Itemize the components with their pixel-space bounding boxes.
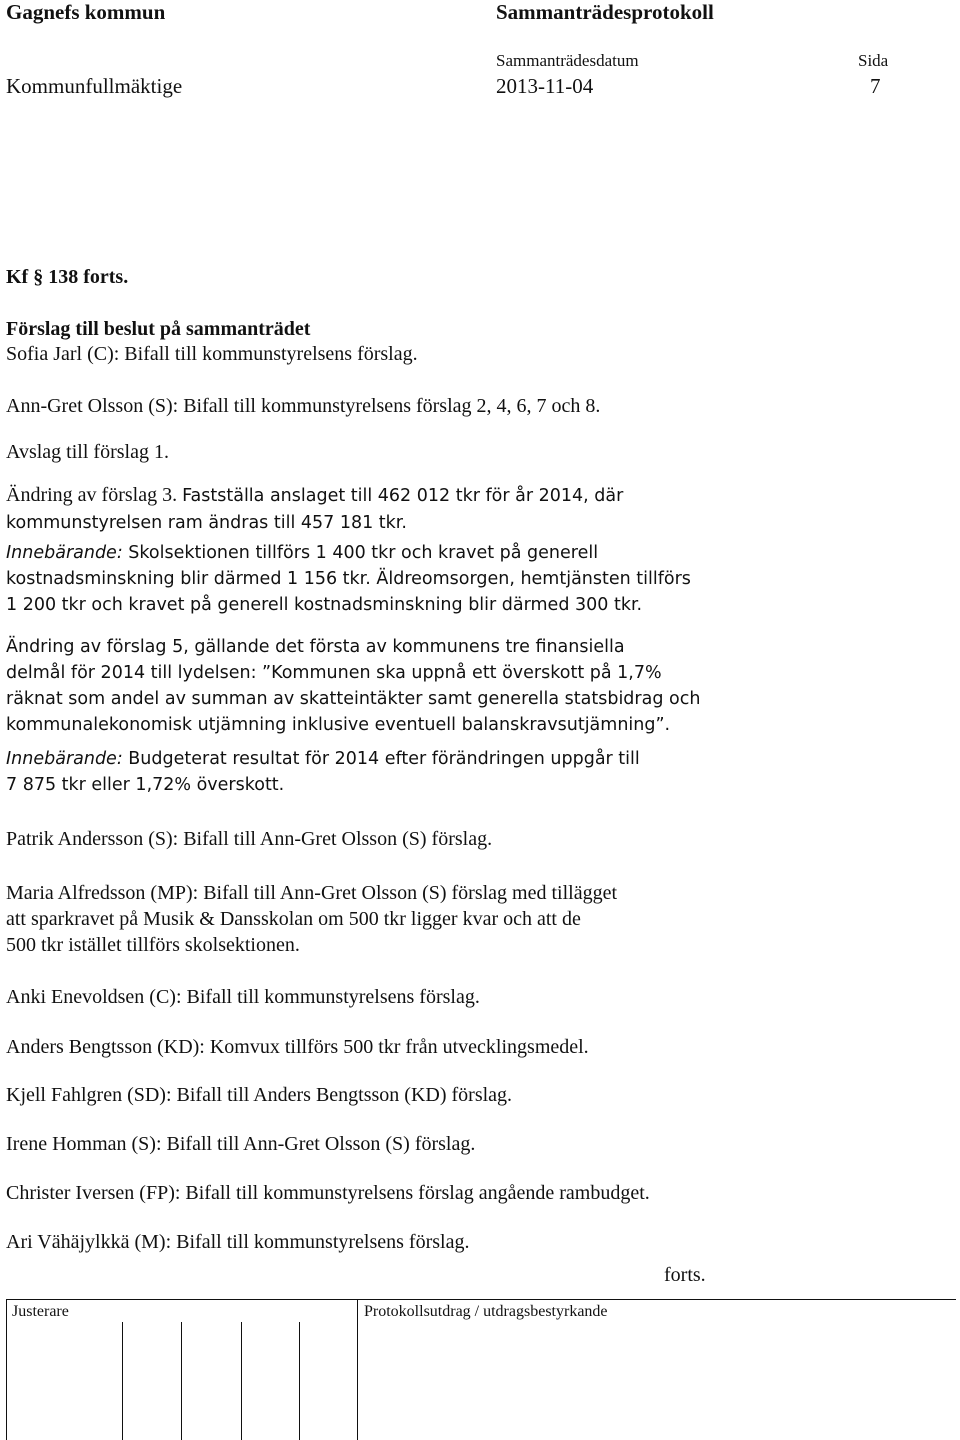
meeting-date: 2013-11-04 bbox=[496, 74, 594, 98]
amendment-3-heading: Ändring av förslag 3. bbox=[6, 484, 183, 506]
signature-box-divider bbox=[299, 1322, 300, 1440]
implication-line2: kostnadsminskning blir därmed 1 156 tkr. Äldreomsorgen, hemtjänsten tillförs bbox=[6, 569, 691, 589]
proposal-alfredsson bbox=[6, 880, 617, 958]
proposal-andersson: Patrik Andersson (S): Bifall till Ann-Gret Olsson (S) förslag. bbox=[6, 828, 493, 850]
footer-divider bbox=[6, 1299, 956, 1300]
proposal-jarl: Sofia Jarl (C): Bifall till kommunstyrelsens förslag. bbox=[6, 343, 418, 365]
amendment-3-text-line2: kommunstyrelsen ram ändras till 457 181 tkr. bbox=[6, 513, 407, 533]
footer-justerare-label: Justerare bbox=[12, 1303, 69, 1320]
amendment-5 bbox=[6, 634, 700, 738]
implication-line3: 1 200 tkr och kravet på generell kostnadsminskning blir därmed 300 tkr. bbox=[6, 595, 643, 615]
proposal-homman: Irene Homman (S): Bifall till Ann-Gret Olsson (S) förslag. bbox=[6, 1133, 476, 1155]
amendment-3-implication bbox=[6, 540, 691, 618]
signature-box-divider bbox=[122, 1322, 123, 1440]
section-title: Kf § 138 forts. bbox=[6, 266, 129, 288]
proposal-alfredsson-line2: att sparkravet på Musik & Dansskolan om 500 tkr ligger kvar och att de bbox=[6, 908, 581, 930]
page-label: Sida bbox=[858, 51, 889, 70]
section-subtitle: Förslag till beslut på sammanträdet bbox=[6, 318, 311, 340]
proposal-vahajylkka: Ari Vähäjylkkä (M): Bifall till kommunstyrelsens förslag. bbox=[6, 1231, 470, 1253]
municipality-name: Gagnefs kommun bbox=[6, 0, 166, 24]
page-number: 7 bbox=[870, 74, 881, 98]
signature-box-divider bbox=[241, 1322, 242, 1440]
proposal-iversen: Christer Iversen (FP): Bifall till kommunstyrelsens förslag angående rambudget. bbox=[6, 1182, 650, 1204]
amendment-3-text: Fastställa anslaget till 462 012 tkr för år 2014, där bbox=[182, 486, 624, 506]
amendment-5-implication bbox=[6, 746, 640, 798]
amendment-5-line2: delmål för 2014 till lydelsen: ”Kommunen ska uppnå ett överskott på 1,7% bbox=[6, 663, 662, 683]
proposal-alfredsson-line3: 500 tkr istället tillförs skolsektionen. bbox=[6, 934, 300, 956]
footer-extract-label: Protokollsutdrag / utdragsbestyrkande bbox=[364, 1303, 608, 1320]
proposal-alfredsson-line1: Maria Alfredsson (MP): Bifall till Ann-Gret Olsson (S) förslag med tillägget bbox=[6, 882, 618, 904]
continued-note: forts. bbox=[664, 1264, 706, 1286]
signature-box-divider bbox=[357, 1300, 358, 1440]
implication-label: Innebärande: bbox=[6, 749, 123, 769]
amendment-5-line1: Ändring av förslag 5, gällande det första av kommunens tre finansiella bbox=[6, 637, 625, 657]
implication-line2: 7 875 tkr eller 1,72% överskott. bbox=[6, 775, 285, 795]
council-name: Kommunfullmäktige bbox=[6, 74, 183, 98]
proposal-olsson-reject: Avslag till förslag 1. bbox=[6, 441, 169, 463]
signature-box-edge bbox=[6, 1300, 7, 1440]
meeting-date-label: Sammanträdesdatum bbox=[496, 51, 639, 70]
signature-box-divider bbox=[181, 1322, 182, 1440]
proposal-fahlgren: Kjell Fahlgren (SD): Bifall till Anders Bengtsson (KD) förslag. bbox=[6, 1084, 513, 1106]
amendment-3 bbox=[6, 482, 623, 536]
amendment-5-line3: räknat som andel av summan av skatteintäkter samt generella statsbidrag och bbox=[6, 689, 701, 709]
implication-label: Innebärande: bbox=[6, 543, 123, 563]
document-type: Sammanträdesprotokoll bbox=[496, 0, 714, 24]
implication-line1: Budgeterat resultat för 2014 efter förändringen uppgår till bbox=[122, 749, 640, 769]
amendment-5-line4: kommunalekonomisk utjämning inklusive eventuell balanskravsutjämning”. bbox=[6, 715, 671, 735]
proposal-olsson: Ann-Gret Olsson (S): Bifall till kommunstyrelsens förslag 2, 4, 6, 7 och 8. bbox=[6, 395, 601, 417]
proposal-enevoldsen: Anki Enevoldsen (C): Bifall till kommunstyrelsens förslag. bbox=[6, 986, 480, 1008]
implication-line1: Skolsektionen tillförs 1 400 tkr och kravet på generell bbox=[122, 543, 599, 563]
proposal-bengtsson: Anders Bengtsson (KD): Komvux tillförs 500 tkr från utvecklingsmedel. bbox=[6, 1036, 589, 1058]
